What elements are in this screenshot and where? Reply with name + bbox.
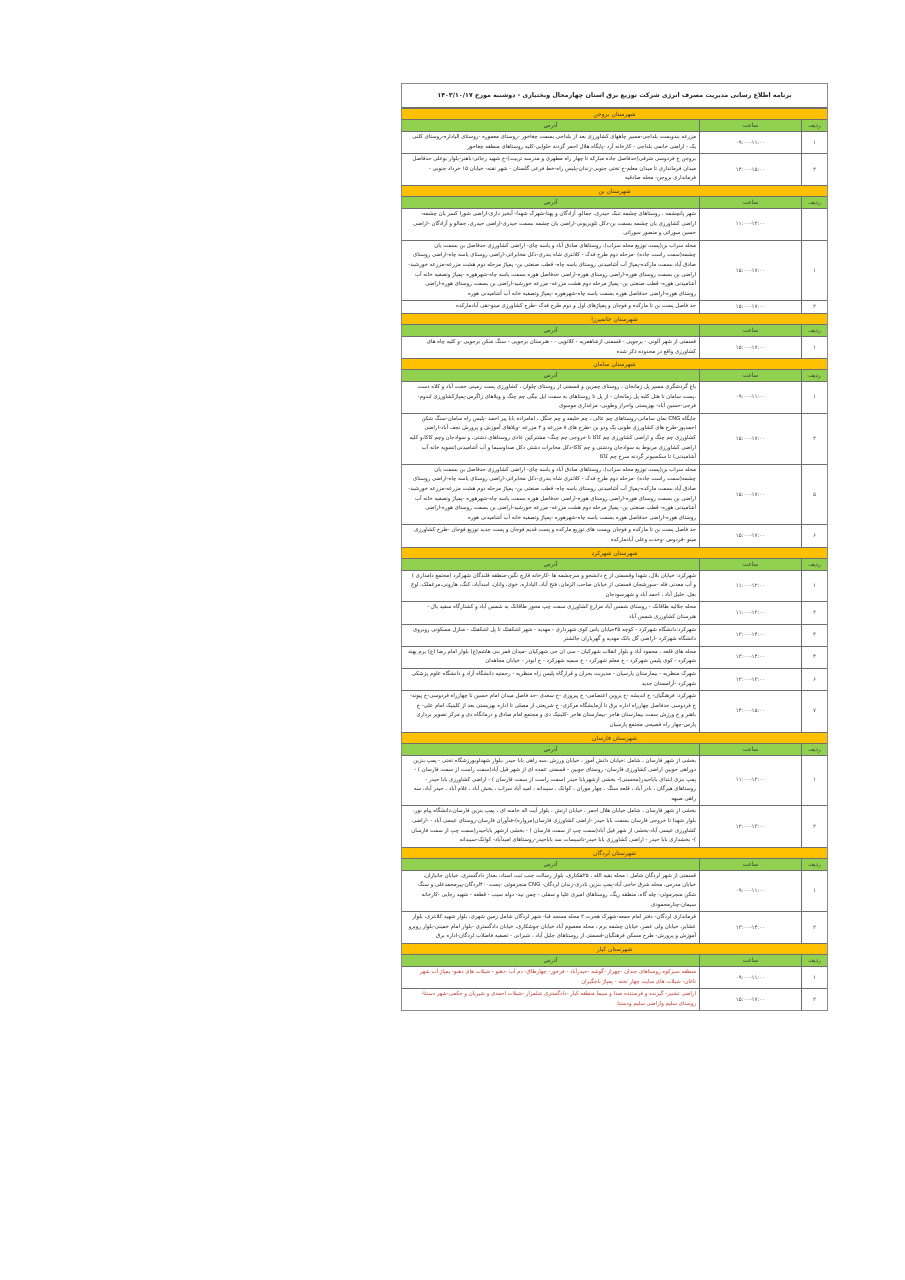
row-address: شهر پانچشمه ، روستاهای چشمه تنبک حیدری، جمالو، آزادگان و پهنا-شهرک شهدا- آبخیز داری-اراضی شورا کسر یان چشمه-اراضی کشاورزی یان چشمه بسمت بن-دکل تلویزیونی-اراضی یان چشمه بسمت حیدری-اراضی حیدری، جمالو و آزادگان -اراضی حسین سوراتی و منصور سوراتی	[413, 210, 696, 237]
table-row	[402, 806, 827, 846]
row-time: ۱۴:۰۰-۱۵:۰۰	[699, 154, 801, 185]
row-address: حد فاصل پست بن تا مارکده و فوجان و پمپاژهای اول و دوم طرح فدک -طرح کشاورزی مینو-نقی آبادمارکده	[456, 303, 696, 310]
row-address: محله سراب بن(پست توزیع محله سراب)، روستاهای صادق آباد و یاسه چای- اراضی کشاورزی حدفاصل بن بسمت یان چشمه(سمت راست جاده) -مرحله دوم طرح فدک - کلانتری شاه بندری-دکل مخابراتی-اراضی روستای یاسه چاه-اراضی روستای صادق آباد بسمت مارکده-پمپاژ آب آشامیدنی روستای یاسه چاه- قطب صنعتی بن- پمپاژ مرحله دوم هشت مزرعه-مزرعه خورشید-اراضی بن بسمت روستای هوره-اراضی روستای هوره-اراضی حدفاصل هوره بسمت یاسه چاه-شهرهوره -پمپاژ وتصفیه خانه آب آشامیدنی هوره- قطب صنعتی بن- پمپاژ مرحله دوم هشت مزرعه- مزرعه خورشید-اراضی بن بسمت روستای هوره-اراضی روستای هوره-اراضی حدفاصل هوره بسمت یاسه چاه-شهرهوره -پمپاژ وتصفیه خانه آب آشامیدنی هوره	[408, 466, 696, 521]
row-time: ۱۱:۰۰-۱۲:۰۰	[699, 756, 801, 806]
table-row	[402, 525, 827, 546]
column-header-row	[402, 859, 827, 871]
table-row	[402, 602, 827, 624]
table-row	[402, 912, 827, 943]
row-time: ۱۵:۰۰-۱۷:۰۰	[699, 337, 801, 358]
row-number: ۵	[801, 465, 827, 525]
county-section	[402, 185, 827, 313]
column-header-time: ساعت	[699, 859, 801, 870]
row-number: ۲	[801, 989, 827, 1010]
column-header-num: ردیف	[801, 859, 827, 870]
column-header-address: آدرس	[543, 373, 558, 380]
county-heading: شهرستان بروجن	[402, 108, 827, 120]
county-heading: شهرستان کیار	[402, 943, 827, 955]
table-row	[402, 132, 827, 154]
row-time: ۱۵:۰۰-۱۷:۰۰	[699, 301, 801, 313]
row-time: ۱۳:۰۰-۱۴:۰۰	[699, 912, 801, 943]
table-row	[402, 301, 827, 313]
row-address: بخشی از شهر فارسان ، شامل خیابان هلال احمر ، خیابان ارتش ، بلوار آیت اله خامنه ای ، پمپ بنزین فارسان،دانشگاه پیام نور، بلوار شهدا تا خروجی فارسان بسمت بابا حیدر -اراضی کشاورزی فارسان(مرواره)-فنآوران فارسان-روستای عیسی آباد - -اراضی کشاورزی عیسی آباد-بخشی از شهر قیل آباد(سمت چپ از سمت فارسان ) - بخشی ازشهر باباحیدر(سمت چپ از سمت فارسان )- بخشداری بابا حیدر - اراضی کشاورزی بابا حیدر-تاسیسات سد باباحیدر-روستاهای امیدآباد- کوانک-سیبدانه	[411, 808, 696, 844]
column-header-row	[402, 370, 827, 382]
row-number: ۱	[801, 571, 827, 602]
row-number: ۱	[801, 132, 827, 153]
column-header-num: ردیف	[801, 370, 827, 381]
rows-container	[402, 209, 827, 313]
row-address: حد فاصل پست بن تا مارکده و فوجان وپست های توزیع مارکده و پست قدیم فوجان و پست جدید توزیع فوجان -طرح کشاورزی مینو -فردوس -وحدت وعلی آبادمارکده	[414, 527, 696, 543]
column-header-row	[402, 325, 827, 337]
row-time: ۱۵:۰۰-۱۷:۰۰	[699, 414, 801, 464]
row-number: ۶	[801, 669, 827, 690]
column-header-num: ردیف	[801, 197, 827, 208]
row-address: اراضی تشنیز- گیرنده و فرستنده صدا و سیما منطقه کیار -دادگستری شلمزار -شیلات احمدی و شیریان و حکمی-شهر دستنا-روستای سلیم واراضی سلیم ودستنا	[421, 991, 696, 1007]
rows-container	[402, 132, 827, 185]
schedule-sheet	[401, 83, 828, 1011]
row-number: ۱	[801, 871, 827, 911]
rows-container	[402, 571, 827, 732]
row-time: ۱۱:۰۰-۱۲:۰۰	[699, 571, 801, 602]
rows-container	[402, 967, 827, 1010]
row-time: ۱۱:۰۰-۱۲:۰۰	[699, 602, 801, 623]
column-header-row	[402, 744, 827, 756]
county-heading: شهرستان فارسان	[402, 732, 827, 744]
column-header-num: ردیف	[801, 559, 827, 570]
county-section	[402, 313, 827, 358]
table-row	[402, 382, 827, 414]
column-header-num: ردیف	[801, 120, 827, 131]
row-address: جایگاه CNG نمان سامانی-روستاهای چم عالی ، چم خلیفه و چم جنگل ، امامزاده بابا پیر احمد -پلیس راه سامان-سنگ شکن احمدپور-طرح های کشاورزی طوبی یک ودو بن -طرح های ۸ مزرعه و ۴ مزرعه -ویلاهای آموزش و پرورش نجف آباد-اراضی کشاورزی چم چنگ و اراضی کشاورزی چم کاکا تا خروجی چم چنگ- مشترکین عادی روستاهای دشتی، و سوادجان وچم کاکا،و کلیه اراضی کشاورزی مربوط به سوادجان ودشتی و چم کاکا-دکل مخابرات دشتی دکل صداوسیما و آب آشامیدنی(تسویه خانه آب آشامیدنی) تا سکسیونر گردنه سرخ چم کاکا	[409, 415, 696, 461]
column-header-time: ساعت	[699, 370, 801, 381]
table-row	[402, 989, 827, 1010]
row-number: ۱	[801, 756, 827, 806]
table-row	[402, 871, 827, 912]
column-header-time: ساعت	[699, 559, 801, 570]
rows-container	[402, 337, 827, 358]
row-time: ۱۳:۰۰-۱۴:۰۰	[699, 625, 801, 646]
column-header-num: ردیف	[801, 744, 827, 755]
county-section	[402, 943, 827, 1010]
row-address: فرمانداری لردگان- دفتر امام جمعه-شهرک هجرت ۲ محله مسجد قبا- شهر لردگان شامل زمین شهری، بلوار شهید کلانتری، بلوار عشایر، خیابان ولی عصر، خیابان چشمه برم ، محله معصوم آباد خیابان جوشکاری، خیابان دادگستری -بلوار امام خمینی-بلوار روبرو آموزش و پرورش- طرح مسکن فرهنگیان-قسمتی از روستاهای جلیل آباد ، شیرانی - تصفیه فاضلاب لردگان-اداره برق	[408, 914, 696, 940]
column-header-address: آدرس	[543, 746, 558, 753]
row-time: ۱۵:۰۰-۱۷:۰۰	[699, 241, 801, 301]
row-number: ۳	[801, 625, 827, 646]
column-header-time: ساعت	[699, 197, 801, 208]
column-header-time: ساعت	[699, 120, 801, 131]
table-row	[402, 756, 827, 807]
row-address: محله سراب بن(پست توزیع محله سراب)، روستاهای صادق آباد و یاسه چای- اراضی کشاورزی حدفاصل بن بسمت یان چشمه(سمت راست جاده) -مرحله دوم طرح فدک - کلانتری شاه بندری-دکل مخابراتی-اراضی روستای یاسه چاه-اراضی روستای صادق آباد بسمت مارکده-پمپاژ آب آشامیدنی روستای یاسه چاه- قطب صنعتی بن- پمپاژ مرحله دوم هشت مزرعه-مزرعه خورشید-اراضی بن بسمت روستای هوره-اراضی روستای هوره-اراضی حدفاصل هوره بسمت یاسه چاه-شهرهوره -پمپاژ وتصفیه خانه آب آشامیدنی هوره- قطب صنعتی بن- پمپاژ مرحله دوم هشت مزرعه- مزرعه خورشید-اراضی بن بسمت روستای هوره-اراضی روستای هوره-اراضی حدفاصل هوره بسمت یاسه چاه-شهرهوره -پمپاژ وتصفیه خانه آب آشامیدنی هوره	[408, 242, 696, 297]
row-address: باغ گردشگری مسیر پل زمانخان ، روستای چمزین و قسمتی از روستای چلوان ، کشاورزی پست زمینی حجت آباد و کلاه دست ،پست سامان تا هتل کلبه پل زمانخان - از پل تا روستاهای به سمت ایل بیگی چم چنگ و ویلاهای زاگرس-پمپاژکشاورزی لندوم- فرجی-حسین آباد- بهزیستی واحراز وطوبی- مرغداری موسوی	[417, 384, 696, 410]
column-header-time: ساعت	[699, 955, 801, 966]
table-row	[402, 154, 827, 185]
row-number: ۶	[801, 525, 827, 546]
rows-container	[402, 382, 827, 547]
row-time: ۱۵:۰۰-۱۷:۰۰	[699, 525, 801, 546]
table-row	[402, 241, 827, 302]
row-address: شهرکرد: فرهنگیان- خ اندیشه -خ پروین اعتصامی- خ پیروزی -خ سعدی -حد فاصل میدان امام حسین تا چهارراه فردوسی-خ پیوند- خ فردوسی حدفاصل چهارراه اداره برق تا آزمایشگاه مرکزی- خ شریعتی از مصلی تا اداره بهزیستی بعد از کلینیک امام علی- خ باهنر و خ ورزش سمت بیمارستان هاجر -بیمارستان هاجر -کلینیک دی و مجتمع امام صادق و درمانگاه دی و مرکز تصویر برداری پارس-چهار راه فصیحی مجتمع پارسیان	[410, 693, 696, 728]
row-time: ۱۵:۰۰-۱۷:۰۰	[699, 989, 801, 1010]
row-address: شهرکرد: خیابان بلال، شهدا وقسمتی از خ دانشجو و سرچشمه ها -کارخانه قارچ نگین-منطقه قلندگان شهرکرد (مجتمع دامداری ) و آب معدنی قله -سورشجان قسمتی از خیابان صاحب الزمان، فتح آباد، الیاداره، خوی، وانان، اسدآباد، کنگ، هارونی،مرغملک، اوج بغل، خلیل آباد ، احمد آباد و شهرسودجان	[410, 572, 696, 598]
rows-container	[402, 871, 827, 943]
table-row	[402, 669, 827, 691]
row-time: ۰۹:۰۰-۱۱:۰۰	[699, 382, 801, 413]
column-header-row	[402, 955, 827, 967]
row-number: ۲	[801, 301, 827, 313]
column-header-address: آدرس	[543, 561, 558, 568]
row-time: ۰۹:۰۰-۱۱:۰۰	[699, 132, 801, 153]
column-header-num: ردیف	[801, 325, 827, 336]
row-number: ۱	[801, 967, 827, 988]
row-number: ۱	[801, 241, 827, 301]
row-address: قسمتی از شهر آلونی - برجویی - قسمتی ازشاهفریه - کلاتویی - - هنرستان برجویی - سنگ شکن برجویی -و کلیه چاه های کشاورزی واقع در محدوده ذکر شده	[426, 338, 696, 355]
county-heading: شهرستان سامان	[402, 358, 827, 370]
row-time: ۱۴:۰۰-۱۵:۰۰	[699, 691, 801, 731]
row-time: ۰۹:۰۰-۱۱:۰۰	[699, 871, 801, 911]
row-number	[801, 209, 827, 240]
column-header-row	[402, 197, 827, 209]
row-number: ۷	[801, 691, 827, 731]
row-time: ۱۲:۰۰-۱۳:۰۰	[699, 669, 801, 690]
row-number: ۴	[801, 647, 827, 668]
table-row	[402, 691, 827, 731]
row-number: ۱	[801, 337, 827, 358]
row-time: ۱۵:۰۰-۱۷:۰۰	[699, 465, 801, 525]
county-section	[402, 358, 827, 547]
county-section	[402, 732, 827, 847]
row-time: ۱۲:۰۰-۱۳:۰۰	[699, 806, 801, 846]
table-row	[402, 337, 827, 358]
row-address: منطقه سبزکوه روستاهای جندان -چهراز -گوشه -حیدرآباد - فرخور- چهارطاق- دم آب -دهنو - شیلات های دهنو- پمپاژ آب شهر ناغان- شیلات های سایت چهار تخته - پمپاژ باجگیران	[419, 969, 696, 985]
column-header-time: ساعت	[699, 325, 801, 336]
row-address: مزرعه بندوبست بلداجی-مسیر چاههای کشاورزی بعد از بلداجی بسمت چغاخور -روستای معموره -روستای الیاداره-روستای کلنی یک - اراضی خانمی بلداجی - کارخانه آرد -پایگاه هلال احمر گردنه حلوایی-کلیه روستاهای منطقه چغاخور	[412, 134, 696, 150]
column-header-num: ردیف	[801, 955, 827, 966]
row-number: ۲	[801, 912, 827, 943]
row-address: بروجن خ فردوسی شرقی(حدفاصل جاده مبارکه تا چهار راه مطهری و مدرسه تربیت)-خ شهید رجائی-باهنر-بلوار بوعلی حدفاصل میدان فرمانداری تا میدان معلم-خ تختی جنوبی-زندان-پلیس راه-خط فرعی گلستان - شهر نقنه- خیابان ۱۵ خرداد جنوبی - فرمانداری بروجن- محله صادقیه	[412, 156, 696, 182]
row-number: ۲	[801, 414, 827, 464]
row-number: ۲	[801, 602, 827, 623]
county-section	[402, 547, 827, 732]
table-row	[402, 967, 827, 989]
column-header-address: آدرس	[543, 123, 558, 129]
county-heading: شهرستان لردگان	[402, 847, 827, 859]
county-heading: شهرستان بن	[402, 185, 827, 197]
table-row	[402, 647, 827, 669]
table-row	[402, 625, 827, 647]
row-address: محله جلالیه طاقانک - روستای شمس آباد مزارع کشاورزی سمت چپ محور طاقانک به شمس آباد و کشتارگاه سفید بال - هنرستان کشاورزی شمس آباد	[427, 604, 696, 620]
column-header-row	[402, 120, 827, 132]
table-row	[402, 414, 827, 465]
county-section	[402, 108, 827, 185]
document-title: برنامه اطلاع رسانی مدیریت مصرف انرژی شرکت توزیع برق استان چهارمحال وبختیاری - دوشنبه مورخ ۱۴۰۳/۱۰/۱۷	[402, 84, 827, 108]
row-address: شهرک منظریه - بیمارستان پارسیان - مدیریت بحران و قرارگاه پلیس راه منظریه - رحمتیه دانشگاه آزاد و دانشگاه علوم پزشکی شهرکرد -آرامستان جدید	[411, 670, 696, 687]
sections-container	[402, 108, 827, 1010]
row-number: ۲	[801, 154, 827, 185]
county-heading: شهرستان شهرکرد	[402, 547, 827, 559]
row-address: بخشی از شهر فارسان ، شامل :خیابان دانش آموز ، خیابان ورزش ،سه راهی بابا حیدر ،بلوار شهداوبورزشگاه تختی - پمپ بنزین دوراهی جوبین اراضی کشاورزی فارسان- روستای جوبین - قسمتی عمده ای از شهر قیل آباد(سمت راست از سمت فارسان ) - پمپ بنزی ابتدای باباحیدر(محسنی)- بخشی ازشهربابا حیدر (سمت راست از سمت فارسان ) - اراضی کشاورزی بابا حیدر - روستاهای هیرگان ، نادر آباد ، قلعه سنگ ، چهار موران ، کوانک ، سیبدانه ، امید آباد سراب ، بخش آباد ، غلام آباد ، حیدر آباد، سه راهی صبهه	[413, 757, 696, 802]
row-time: ۱۳:۰۰-۱۴:۰۰	[699, 647, 801, 668]
county-section	[402, 847, 827, 943]
row-number: ۲	[801, 806, 827, 846]
column-header-row	[402, 559, 827, 571]
row-time: ۰۹:۰۰-۱۱:۰۰	[699, 967, 801, 988]
column-header-address: آدرس	[543, 327, 558, 334]
row-address: محله های قلعه ، محمود آباد و بلوار انقلاب شهرکیان - سی ان جی شهرکیان -میدان قمر بنی هاشم(ع) بلوار امام رضا (ع) برم پهنه شهرکرد - کوی پلیس شهرکرد - خ معلم شهرکرد - خ سمیه شهرکرد - خ ابوذر - خیابان مجاهدان	[408, 648, 696, 665]
column-header-address: آدرس	[543, 958, 558, 964]
table-row	[402, 209, 827, 241]
column-header-address: آدرس	[543, 861, 558, 868]
rows-container	[402, 756, 827, 847]
row-address: قسمتی از شهر لردگان شامل : محله بقیه الله ، ۲۵هکتاری، بلوار رسالت جنب ثبت اسناد، بعداز دادگستری، خیابان جانبازان، خیابان مدرس، محله شرق حاجی آباد-پمپ بنزین نادری-زندان لردگان- CNG منجرموئی -پست۴۰۰لردگان-پیرمحمدعلی و سنگ شکن منجرموئی- چله گاه، منطقه ریگ، روستاهای امیری علیا و سفلی - چمن بید- دوله سیب - قطعه - شهید رجایی -کارخانه سیمان-چنارمحمودی	[417, 872, 696, 908]
row-time: ۱۱:۰۰-۱۲:۰۰	[699, 209, 801, 240]
row-address: شهرکرد:دانشگاه شهرکرد - کوچه ۴۵خیابان یاس کوی شهرداری - مهدیه - شهر اشکفتک تا پل اشکفتک - منازل مسکونی روبروی دانشگاه شهرکرد -اراضی گل بانک مهدیه و گهرباران جالشتر	[413, 626, 696, 643]
table-row	[402, 465, 827, 526]
table-row	[402, 571, 827, 603]
column-header-address: آدرس	[543, 199, 558, 206]
county-heading: شهرستان خانمیرزا	[402, 313, 827, 325]
row-number: ۱	[801, 382, 827, 413]
column-header-time: ساعت	[699, 744, 801, 755]
